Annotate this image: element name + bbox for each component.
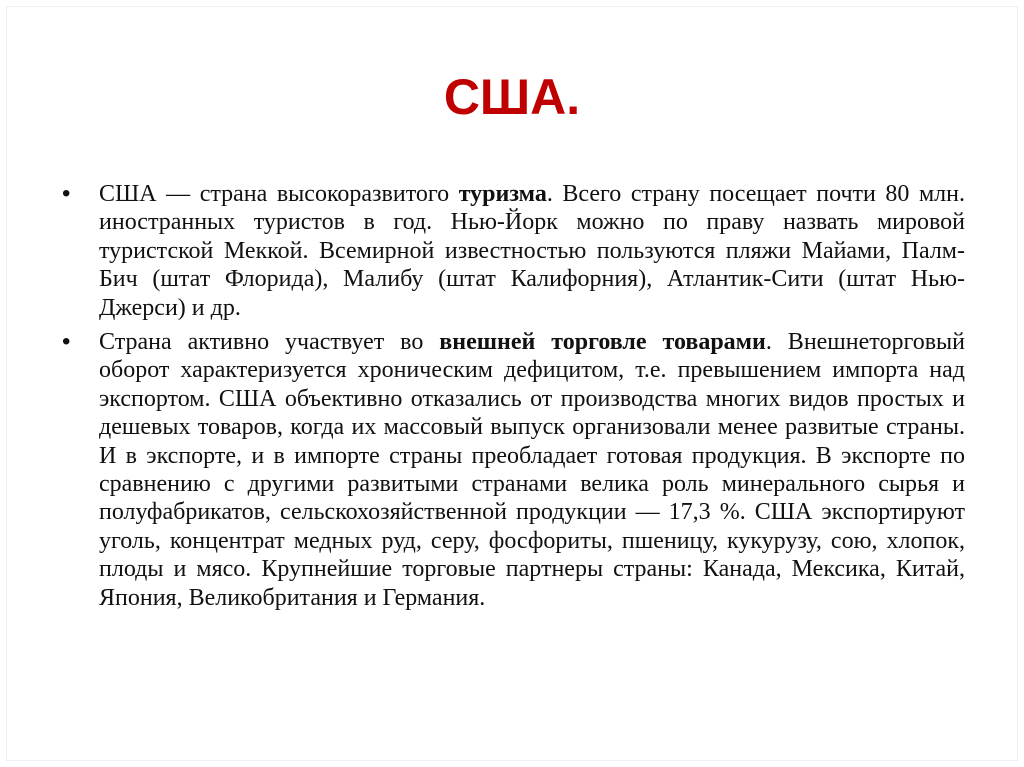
bullet-text <box>99 329 965 611</box>
bullet-text <box>99 181 965 321</box>
bullet-dot-icon: • <box>62 180 71 207</box>
text-run: . Внешнеторговый оборот характеризуется хроническим дефицитом, т.е. превышением импорта над экспортом. США объективно отказались от производства многих видов простых и дешевых товаров, когда их массовый выпуск организовали менее развитые страны. И в экспорте, и в импорте страны преобладает готовая продукция. В экспорте по сравнению с другими развитыми странами велика роль минерального сырья и полуфабрикатов, сельскохозяйственной продукции — 17,3 %. США экспортируют уголь, концентрат медных руд, серу, фосфориты, пшеницу, кукурузу, сою, хлопок, плоды и мясо. Крупнейшие торговые партнеры страны: Канада, Мексика, Китай, Япония, Великобритания и Германия. <box>99 329 966 611</box>
text-run: США — страна высокоразвитого <box>99 181 459 207</box>
bullet-list <box>62 180 965 618</box>
text-run-bold: туризма <box>458 181 547 207</box>
bullet-dot-icon: • <box>62 328 71 356</box>
text-run: . Всего страну посещает почти 80 млн. иностранных туристов в год. Нью-Йорк можно по праву назвать мировой туристской Меккой. Всемирной известностью пользуются пляжи Майами, Палм-Бич (штат Флорида), Малибу (штат Калифорния), Атлантик-Сити (штат Нью-Джерси) и др. <box>99 181 965 321</box>
bullet-item-tourism <box>62 180 965 322</box>
text-run-bold: внешней торговле товарами <box>439 329 766 356</box>
bullet-item-trade <box>62 328 965 612</box>
slide-title: США. <box>443 69 581 125</box>
text-run: Страна активно участвует во <box>99 329 440 356</box>
